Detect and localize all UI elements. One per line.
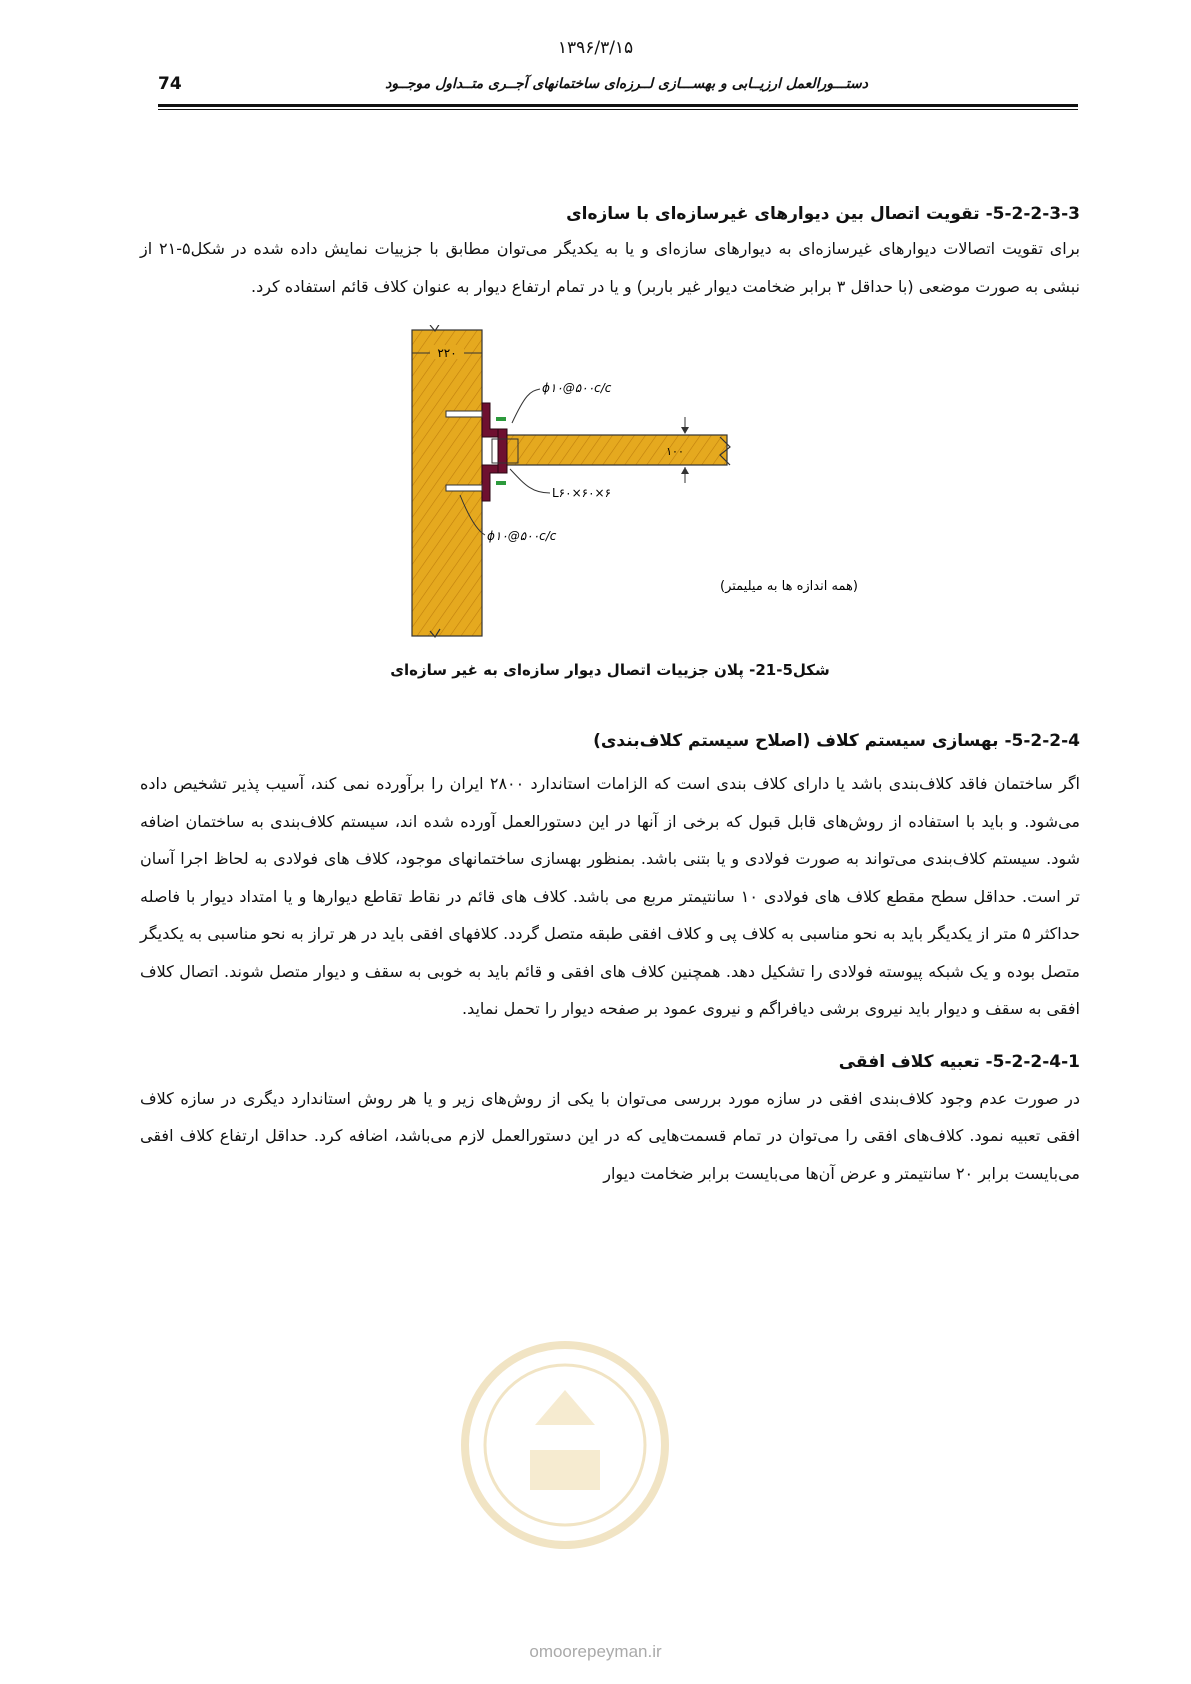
partition-wall [505,435,727,465]
anchor-bolt-top [446,411,482,417]
dim-partition-thickness: ۱۰۰ [666,445,684,458]
units-note: (همه اندازه ها به میلیمتر) [720,579,858,594]
section-paragraph-2: اگر ساختمان فاقد کلاف‌بندی باشد یا دارای کلاف بندی است که الزامات استاندارد ۲۸۰۰ ایران را برآورده نمی کند، آسیب پذیر تشخیص داده می‌شود. و باید با استفاده از روش‌های قابل قبول که برخی از آنها در این دستورالعمل آورده شده اند، سیستم کلاف‌بندی به ساختمان اضافه شود. سیستم کلاف‌بندی می‌تواند به صورت فولادی و یا بتنی باشد. بمنظور بهسازی ساختمانهای موجود، کلاف های فولادی به لحاظ اجرا آسان تر است. حداقل سطح مقطع کلاف های فولادی ۱۰ سانتیمتر مربع می باشد. کلاف های قائم در نقاط تقاطع دیوارها و یا امتداد دیوار با فاصله حداکثر ۵ متر از یکدیگر باید به نحو مناسبی به کلاف پی و کلاف افقی طبقه متصل گردد. کلافهای افقی باید در هر تراز به نحو مناسبی به یکدیگر متصل بوده و یک شبکه پیوسته فولادی را تشکیل دهد. همچنین کلاف های افقی و قائم باید به خوبی به سقف و دیوار متصل شوند. اتصال کلاف افقی به سقف و دیوار باید نیروی برشی دیافراگم و نیروی عمود بر صفحه دیوار را تحمل نماید. [140,774,1081,1018]
seal-watermark [450,1330,680,1560]
steel-plate [498,429,507,473]
page-content [140,200,1080,1192]
figure-caption: شکل5-21- پلان جزییات اتصال دیوار سازه‌ای به غیر سازه‌ای [390,661,830,679]
nut-top [496,417,506,421]
bolt-label-top: ϕ۱۰@۵۰۰c/c [542,381,612,395]
page-number: 74 [158,74,182,94]
header-rule-thin [158,109,1078,110]
angle-label: L۶۰×۶۰×۶ [552,486,612,500]
section-paragraph-3: در صورت عدم وجود کلاف‌بندی افقی در سازه مورد بررسی می‌توان با یکی از روش‌های زیر و یا هر روش استاندارد دیگری در سازه کلاف افقی تعبیه نمود. کلاف‌های افقی را می‌توان در تمام قسمت‌هایی که در این دستورالعمل لازم می‌باشد، اضافه کرد. حداقل ارتفاع کلاف افقی می‌بایست برابر ۲۰ سانتیمتر و عرض آن‌ها می‌بایست برابر ضخامت دیوار [140,1088,1080,1183]
section-heading-5-2-2-3-3: 5-2-2-3-3- تقویت اتصال بین دیوارهای غیرسازه‌ای با سازه‌ای [566,204,1080,224]
anchor-bolt-bottom [446,485,482,491]
connection-detail-figure [140,325,1080,725]
page-header [158,72,1078,102]
nut-bottom [496,481,506,485]
section-paragraph-1: برای تقویت اتصالات دیوارهای غیرسازه‌ای به دیوارهای سازه‌ای و یا به یکدیگر می‌توان مطابق با جزییات نمایش داده شده در شکل۵-۲۱ از نبشی به صورت موضعی (با حداقل ۳ برابر ضخامت دیوار غیر باربر) و یا در تمام ارتفاع دیوار به عنوان کلاف قائم استفاده کرد. [140,239,1080,296]
dim-wall-thickness: ۲۲۰ [437,346,457,360]
connection-detail-drawing [140,325,1080,645]
footer-site: omoorepeyman.ir [529,1642,662,1661]
section-heading-5-2-2-4-1: 5-2-2-4-1- تعبیه کلاف افقی [838,1051,1080,1072]
document-title: دستـــورالعمل ارزیــابی و بهســـازی لــرزه‌ای ساختمانهای آجــری متــداول موجــود [385,76,868,92]
document-date: ۱۳۹۶/۳/۱۵ [557,38,634,58]
header-rule-thick [158,104,1078,107]
section-heading-5-2-2-4: 5-2-2-4- بهسازی سیستم کلاف (اصلاح سیستم کلاف‌بندی) [593,731,1080,751]
bolt-label-bottom: ϕ۱۰@۵۰۰c/c [487,529,557,543]
structural-wall [412,330,482,636]
